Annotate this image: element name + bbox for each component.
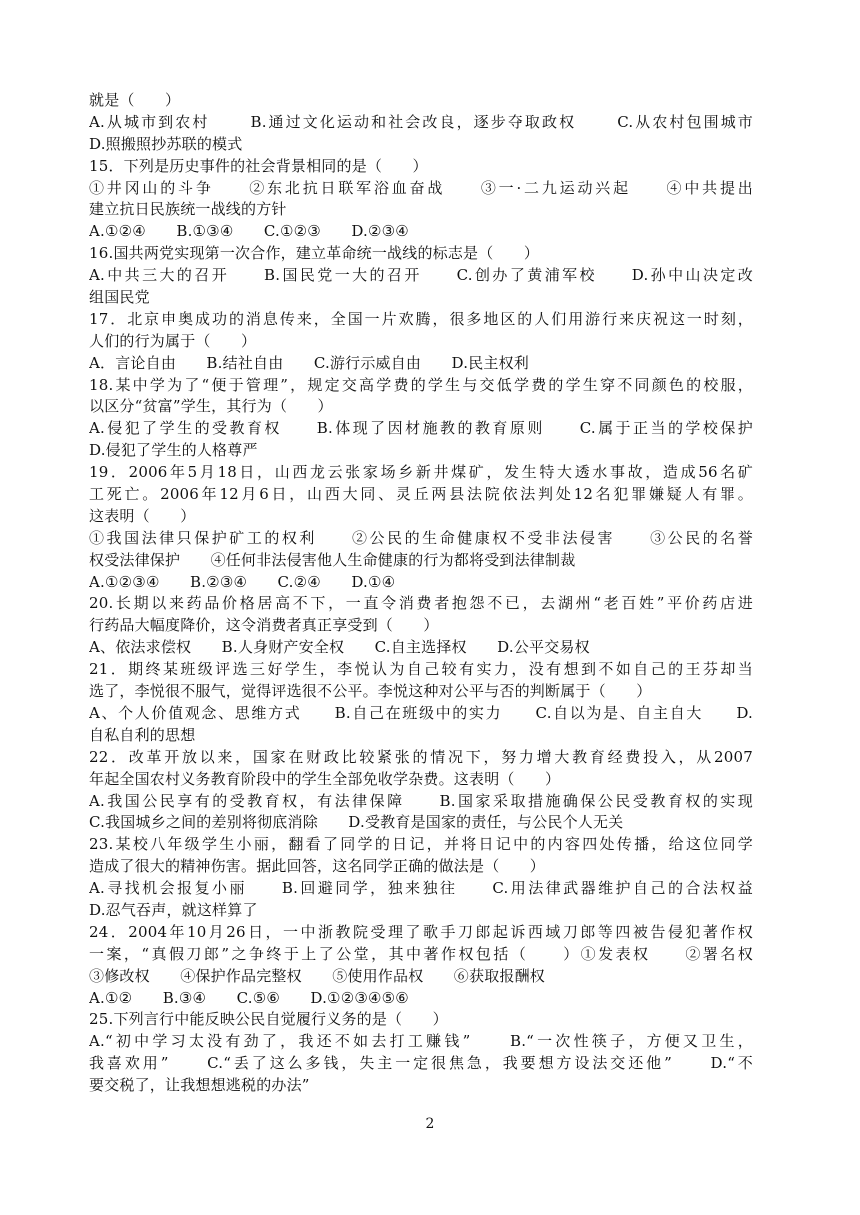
text-line: 19．2006年5月18日，山西龙云张家场乡新井煤矿，发生特大透水事故，造成56名矿 bbox=[89, 463, 753, 482]
text-line: 17．北京申奥成功的消息传来，全国一片欢腾，很多地区的人们用游行来庆祝这一时刻， bbox=[89, 309, 753, 328]
text-line: 25.下列言行中能反映公民自觉履行义务的是（ ） bbox=[89, 1010, 448, 1029]
text-line: 就是（ ） bbox=[89, 91, 181, 109]
text-line: 15．下列是历史事件的社会背景相同的是（ ） bbox=[89, 156, 428, 175]
text-line: 建立抗日民族统一战线的方针 bbox=[89, 200, 287, 219]
text-line: 我喜欢用” C.“丢了这么多钱，失主一定很焦急，我要想方设法交还他” D.“不 bbox=[89, 1054, 753, 1073]
text-line: ①井冈山的斗争 ②东北抗日联军浴血奋战 ③一·二九运动兴起 ④中共提出 bbox=[89, 178, 753, 197]
text-line: A.侵犯了学生的受教育权 B.体现了因材施教的教育原则 C.属于正当的学校保护 bbox=[89, 419, 753, 438]
text-line: A．言论自由 B.结社自由 C.游行示威自由 D.民主权利 bbox=[89, 353, 529, 372]
text-line: 权受法律保护 ④任何非法侵害他人生命健康的行为都将受到法律制裁 bbox=[89, 550, 576, 569]
page-number: 2 bbox=[425, 1116, 435, 1132]
text-line: C.我国城乡之间的差别将彻底消除 D.受教育是国家的责任，与公民个人无关 bbox=[89, 813, 624, 832]
text-line: 18.某中学为了“便于管理”，规定交高学费的学生与交低学费的学生穿不同颜色的校服， bbox=[89, 375, 753, 394]
text-line: 20.长期以来药品价格居高不下，一直令消费者抱怨不已，去湖州“老百姓”平价药店进 bbox=[89, 594, 753, 613]
text-line: ③修改权 ④保护作品完整权 ⑤使用作品权 ⑥获取报酬权 bbox=[89, 966, 546, 985]
text-line: A.寻找机会报复小丽 B.回避同学，独来独往 C.用法律武器维护自己的合法权益 bbox=[89, 879, 753, 898]
text-line: D.忍气吞声，就这样算了 bbox=[89, 900, 258, 919]
text-line: 自私自利的思想 bbox=[89, 725, 196, 744]
text-line: 16.国共两党实现第一次合作，建立革命统一战线的标志是（ ） bbox=[89, 244, 540, 263]
text-line: D.照搬照抄苏联的模式 bbox=[89, 134, 243, 153]
text-line: 22．改革开放以来，国家在财政比较紧张的情况下，努力增大教育经费投入，从2007 bbox=[89, 747, 753, 766]
text-line: ①我国法律只保护矿工的权利 ②公民的生命健康权不受非法侵害 ③公民的名誉 bbox=[89, 528, 753, 547]
text-line: 要交税了，让我想想逃税的办法” bbox=[89, 1076, 310, 1095]
text-line: A.中共三大的召开 B.国民党一大的召开 C.创办了黄浦军校 D.孙中山决定改 bbox=[89, 266, 753, 285]
text-line: 21．期终某班级评选三好学生，李悦认为自己较有实力，没有想到不如自己的王芬却当 bbox=[89, 660, 753, 679]
text-line: A.我国公民享有的受教育权，有法律保障 B.国家采取措施确保公民受教育权的实现 bbox=[89, 791, 753, 810]
text-line: D.侵犯了学生的人格尊严 bbox=[89, 441, 258, 460]
text-line: 工死亡。2006年12月6日，山西大同、灵丘两县法院依法判处12名犯罪嫌疑人有罪。 bbox=[89, 485, 753, 504]
text-line: 选了，李悦很不服气，觉得评选很不公平。李悦这种对公平与否的判断属于（ ） bbox=[89, 682, 652, 701]
text-line: A、个人价值观念、思维方式 B.自己在班级中的实力 C.自以为是、自主自大 D. bbox=[89, 703, 753, 722]
page-content bbox=[89, 90, 753, 1097]
text-line: 行药品大幅度降价，这令消费者真正享受到（ ） bbox=[89, 616, 439, 635]
text-line: A.“初中学习太没有劲了，我还不如去打工赚钱” B.“一次性筷子，方便又卫生， bbox=[89, 1032, 753, 1051]
text-line: 一案，“真假刀郎”之争终于上了公堂，其中著作权包括（ ）①发表权 ②署名权 bbox=[89, 944, 753, 963]
text-line: 人们的行为属于（ ） bbox=[89, 331, 257, 350]
text-line: 年起全国农村义务教育阶段中的学生全部免收学杂费。这表明（ ） bbox=[89, 769, 561, 788]
text-line: 24．2004年10月26日，一中浙教院受理了歌手刀郎起诉西域刀郎等四被告侵犯著作权 bbox=[89, 922, 753, 941]
text-line: A、依法求偿权 B.人身财产安全权 C.自主选择权 D.公平交易权 bbox=[89, 638, 590, 657]
text-line: A.从城市到农村 B.通过文化运动和社会改良，逐步夺取政权 C.从农村包围城市 bbox=[89, 112, 753, 131]
text-line: 组国民党 bbox=[89, 288, 150, 307]
text-line: 造成了很大的精神伤害。据此回答，这名同学正确的做法是（ ） bbox=[89, 857, 546, 876]
text-line: 以区分“贫富”学生，其行为（ ） bbox=[89, 397, 333, 416]
text-line: A.①② B.③④ C.⑤⑥ D.①②③④⑤⑥ bbox=[89, 988, 409, 1007]
text-line: 这表明（ ） bbox=[89, 506, 196, 525]
text-line: A.①②③④ B.②③④ C.②④ D.①④ bbox=[89, 572, 396, 591]
text-line: 23.某校八年级学生小丽，翻看了同学的日记，并将日记中的内容四处传播，给这位同学 bbox=[89, 835, 753, 854]
text-line: A.①②④ B.①③④ C.①②③ D.②③④ bbox=[89, 222, 409, 241]
